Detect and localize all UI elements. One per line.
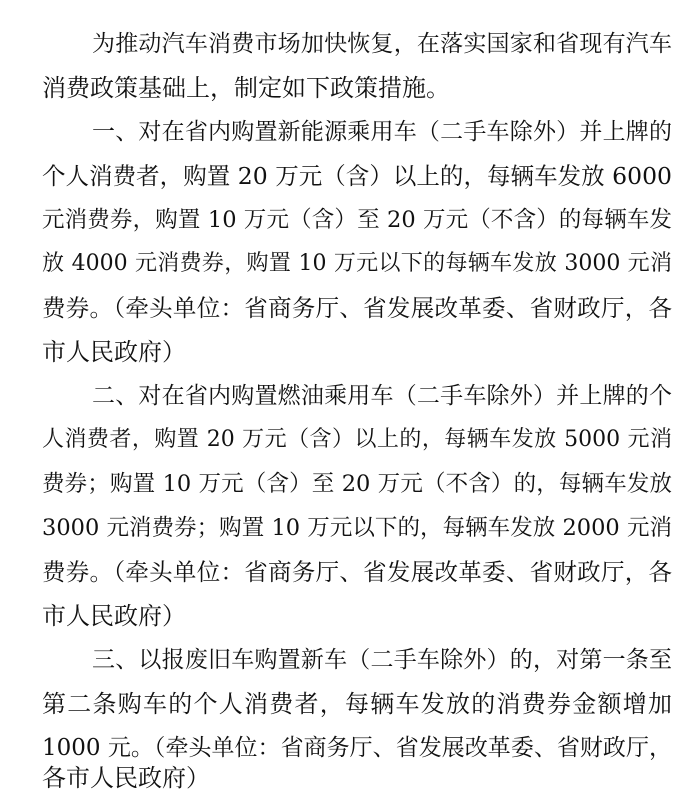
text-line: 三、以报废旧车购置新车（二手车除外）的，对第一条至	[92, 647, 672, 673]
text-line: 市人民政府）	[42, 602, 186, 630]
text-line: 各市人民政府）	[42, 764, 210, 792]
text-line: 二、对在省内购置燃油乘用车（二手车除外）并上牌的个	[92, 383, 672, 409]
text-line: 3000 元消费券；购置 10 万元以下的，每辆车发放 2000 元消	[42, 515, 672, 541]
text-line: 个人消费者，购置 20 万元（含）以上的，每辆车发放 6000	[42, 162, 672, 190]
text-line: 市人民政府）	[42, 338, 186, 366]
text-line: 元消费券，购置 10 万元（含）至 20 万元（不含）的每辆车发	[42, 207, 672, 233]
text-line: 一、对在省内购置新能源乘用车（二手车除外）并上牌的	[92, 119, 672, 145]
text-line: 为推动汽车消费市场加快恢复，在落实国家和省现有汽车	[92, 31, 672, 57]
text-line: 费券。（牵头单位：省商务厅、省发展改革委、省财政厅，各	[42, 558, 672, 586]
text-line: 费券。（牵头单位：省商务厅、省发展改革委、省财政厅，各	[42, 294, 672, 322]
text-line: 费券；购置 10 万元（含）至 20 万元（不含）的，每辆车发放	[42, 471, 672, 497]
text-line: 1000 元。（牵头单位：省商务厅、省发展改革委、省财政厅，	[42, 735, 672, 761]
text-line: 人消费者，购置 20 万元（含）以上的，每辆车发放 5000 元消	[42, 427, 672, 452]
text-line: 第二条购车的个人消费者，每辆车发放的消费券金额增加	[42, 690, 672, 718]
text-line: 放 4000 元消费券，购置 10 万元以下的每辆车发放 3000 元消	[42, 251, 672, 276]
text-line: 消费政策基础上，制定如下政策措施。	[42, 74, 450, 102]
